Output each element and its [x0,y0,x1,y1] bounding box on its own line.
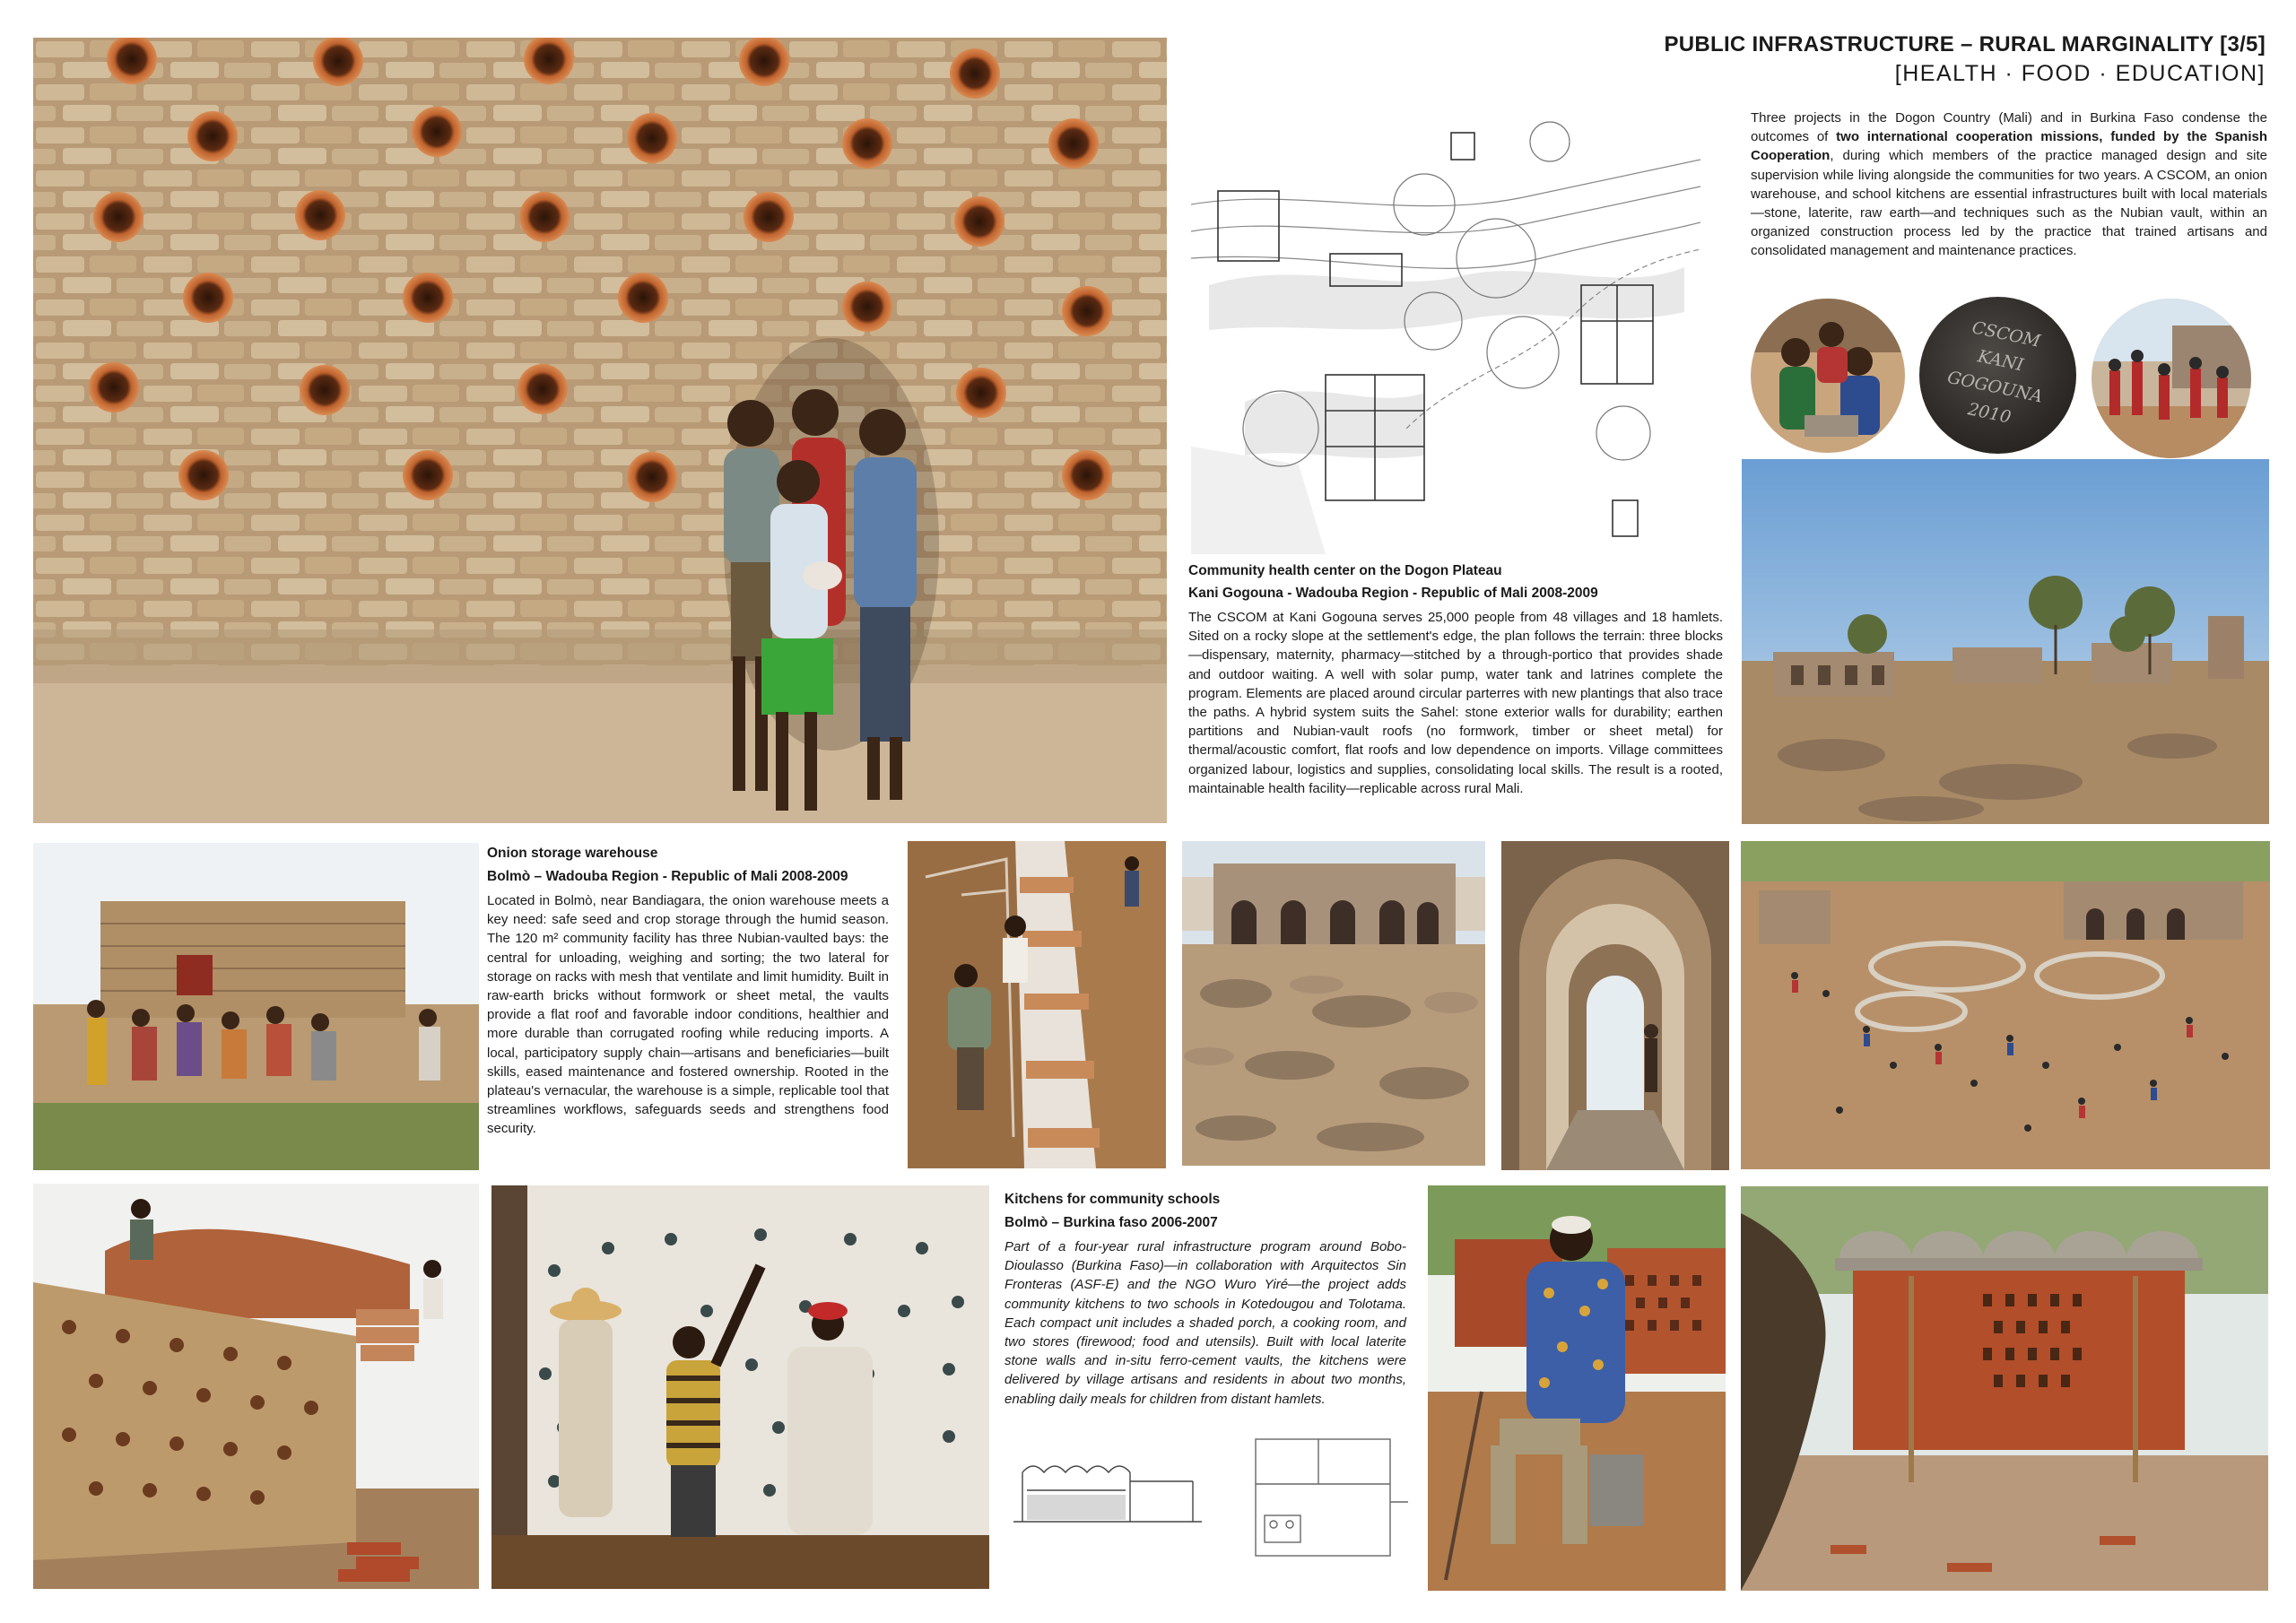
circle-photo-workers [1751,299,1905,453]
photo-masonry-wall-construction [33,1184,479,1589]
intro-text [1751,108,2267,261]
circle-photo-dancers [2092,299,2251,458]
intro-text-bold: two international cooperation missions, funded by the Spanish Cooperation [1751,129,2267,164]
page-title: PUBLIC INFRASTRUCTURE – RURAL MARGINALITY [3/5] [1664,32,2266,56]
health-body: The CSCOM at Kani Gogouna serves 25,000 people from 48 villages and 18 hamlets. Sited on a rocky slope at the settlement's edge, the plan follows the terrain: three blocks—dispensary, maternity, pharmacy—stitched by a through-portico that provides shade and outdoor waiting. A well with solar pump, water tank and latrines complete the program. Elements are placed around circular parterres with new plantings that also trace the paths. A hybrid system suits the Sahel: stone exterior walls for durability; earthen partitions and Nubian-vault roofs (no formwork, timber or sheet metal) for thermal/acoustic comfort, flat roofs and low dependence on imports. Village committees organized labour, logistics and supplies, consolidating local skills. The result is a rooted, maintainable health facility—replicable across rural Mali. [1188,610,1723,796]
photo-arch-corridor [1501,841,1729,1170]
photo-cscom-landscape [1742,459,2269,824]
photo-white-wall-workers [491,1185,989,1589]
site-plan-drawing [1191,106,1700,554]
onion-subheading: Bolmò – Wadouba Region - Republic of Mali 2008-2009 [487,869,848,884]
kitchen-plan-drawing [1247,1430,1413,1565]
kitchen-section-drawing [1013,1445,1202,1531]
intro-text-part1: Three projects in the Dogon Country (Mali) and in Burkina Faso condense the outcomes of [1751,110,2267,145]
intro-text-part2: , during which members of the practice managed design and site supervision while living alongside the communities for two years. A CSCOM, an onion warehouse, and school kitchens are essential infrastructures built with local materials—stone, laterite, raw earth—and techniques such as the Nubian vault, within an organized construction process led by the practice that trained artisans and consolidated management and maintenance practices. [1751,148,2267,259]
plaque-line-1: CSCOM [1970,317,2042,352]
photo-elder-seated-kitchen [1428,1185,1726,1591]
photo-foundation-trench [908,841,1166,1168]
photo-cscom-arches-rocks [1182,841,1485,1166]
page-subtitle: [HEALTH · FOOD · EDUCATION] [1894,61,2266,86]
plaque-line-3: GOGOUNA [1945,367,2045,407]
circle-photo-cscom-plaque [1919,297,2076,454]
onion-body: Located in Bolmò, near Bandiagara, the onion warehouse meets a key need: safe seed and crop storage through the humid season. The 120 m² community facility has three Nubian-vaulted bays: the central for unloading, weighing and sorting; the two lateral for storage on racks with mesh that ventilate and limit humidity. Built in raw-earth bricks without formwork or sheet metal, the vaults provide a flat roof and favorable indoor conditions, healthier and more durable than corrugated roofing while reducing imports. A local, participatory supply chain—artisans and beneficiaries—built skills, eased maintenance and fostered ownership. Rooted in the plateau's vernacular, the warehouse is a simple, replicable tool that streamlines workflows, safeguards seeds and strengthens food security. [487,893,889,1137]
health-subheading: Kani Gogouna - Wadouba Region - Republic of Mali 2008-2009 [1188,586,1598,601]
kitchens-subheading: Bolmò – Burkina faso 2006-2007 [1004,1215,1218,1230]
onion-heading: Onion storage warehouse [487,846,658,861]
photo-onion-warehouse-construction [33,843,479,1170]
photo-village-gathering [1741,841,2270,1169]
plaque-line-4: 2010 [1966,399,2013,428]
plaque-line-2: KANI [1976,346,2025,376]
kitchens-body: Part of a four-year rural infrastructure program around Bobo-Dioulasso (Burkina Faso)—in collaboration with Arquitectos Sin Fronteras (ASF-E) and the NGO Wuro Yiré—the project adds community kitchens to two schools in Kotedougou and Tolotama. Each compact unit includes a shaded porch, a cooking room, and two stores (firewood; food and utensils). Built with local laterite stone walls and in-situ ferro-cement vaults, the kitchens were delivered by village artisans and residents in about two months, enabling daily meals for children from distant hamlets. [1004,1239,1406,1407]
hero-photo-wall-children [33,38,1167,823]
photo-kitchen-building-vaults [1741,1186,2268,1591]
health-heading: Community health center on the Dogon Plateau [1188,563,1502,578]
kitchens-heading: Kitchens for community schools [1004,1192,1221,1207]
